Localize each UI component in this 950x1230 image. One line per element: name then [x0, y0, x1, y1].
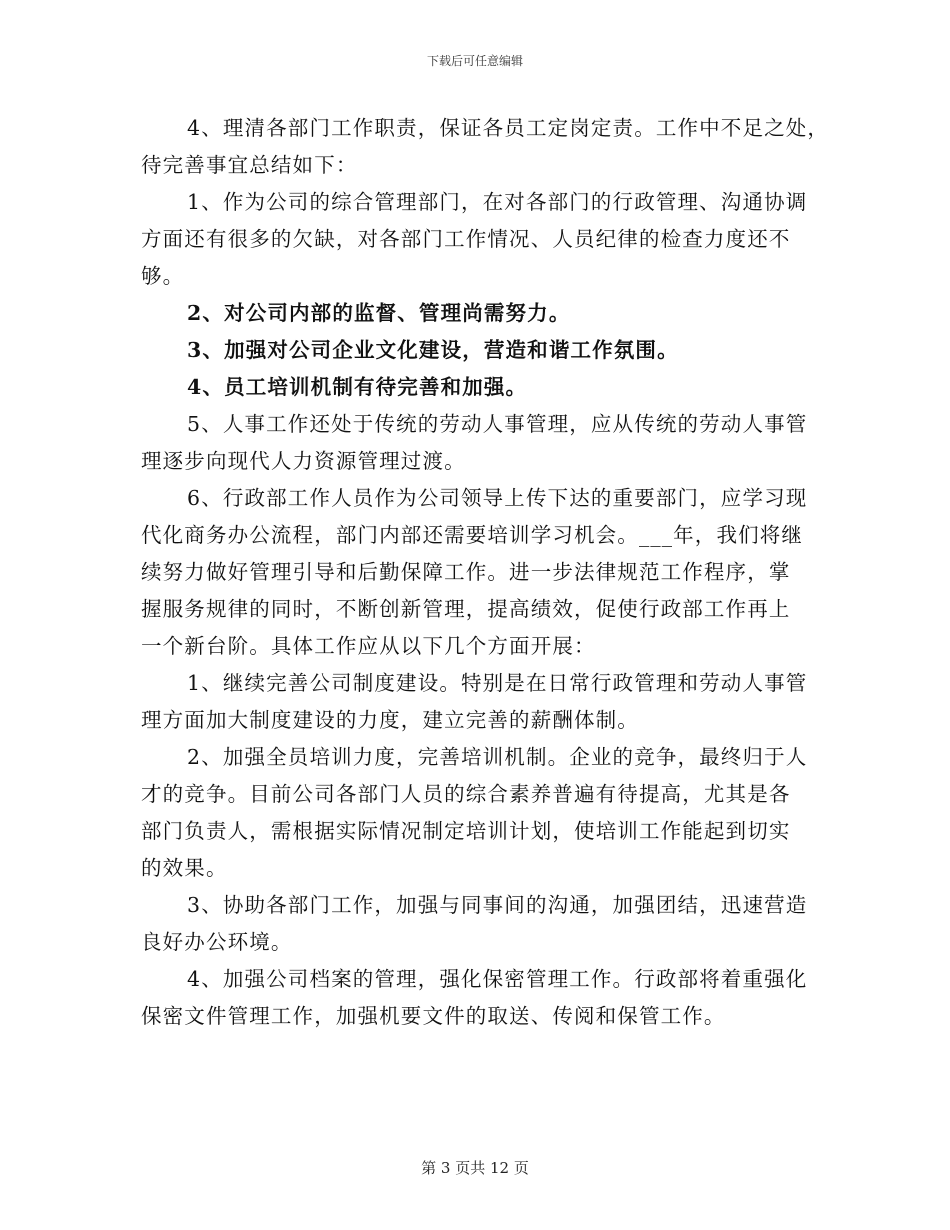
paragraph-line: 5、人事工作还处于传统的劳动人事管理，应从传统的劳动人事管 [187, 412, 808, 436]
bold-point-line: 2、对公司内部的监督、管理尚需努力。 [187, 301, 571, 325]
paragraph-line: 够。 [141, 264, 185, 288]
paragraph-line: 方面还有很多的欠缺，对各部门工作情况、人员纪律的检查力度还不 [141, 227, 791, 251]
paragraph-line: 续努力做好管理引导和后勤保障工作。进一步法律规范工作程序，掌 [141, 560, 791, 584]
paragraph-line: 的效果。 [141, 856, 228, 880]
paragraph-line: 2、加强全员培训力度，完善培训机制。企业的竞争，最终归于人 [187, 745, 808, 769]
paragraph-line: 待完善事宜总结如下： [141, 153, 358, 177]
paragraph-line: 部门负责人，需根据实际情况制定培训计划，使培训工作能起到切实 [141, 819, 791, 843]
paragraph-line: 理逐步向现代人力资源管理过渡。 [141, 449, 466, 473]
paragraph-line: 1、继续完善公司制度建设。特别是在日常行政管理和劳动人事管 [187, 671, 808, 695]
paragraph-line: 理方面加大制度建设的力度，建立完善的薪酬体制。 [141, 708, 639, 732]
paragraph-line: 代化商务办公流程，部门内部还需要培训学习机会。___年，我们将继 [141, 523, 804, 547]
paragraph-line: 才的竞争。目前公司各部门人员的综合素养普遍有待提高，尤其是各 [141, 782, 791, 806]
bold-point-line: 3、加强对公司企业文化建设，营造和谐工作氛围。 [187, 338, 679, 362]
paragraph-line: 4、加强公司档案的管理，强化保密管理工作。行政部将着重强化 [187, 967, 808, 991]
paragraph-line: 4、理清各部门工作职责，保证各员工定岗定责。工作中不足之处， [187, 116, 830, 140]
paragraph-line: 1、作为公司的综合管理部门，在对各部门的行政管理、沟通协调 [187, 190, 808, 214]
paragraph-line: 一个新台阶。具体工作应从以下几个方面开展： [141, 634, 596, 658]
paragraph-line: 握服务规律的同时，不断创新管理，提高绩效，促使行政部工作再上 [141, 597, 791, 621]
paragraph-line: 6、行政部工作人员作为公司领导上传下达的重要部门，应学习现 [187, 486, 808, 510]
paragraph-line: 3、协助各部门工作，加强与同事间的沟通，加强团结，迅速营造 [187, 893, 808, 917]
paragraph-line: 保密文件管理工作，加强机要文件的取送、传阅和保管工作。 [141, 1004, 726, 1028]
bold-point-line: 4、员工培训机制有待完善和加强。 [187, 375, 528, 399]
paragraph-line: 良好办公环境。 [141, 930, 293, 954]
page-header: 下载后可任意编辑 [426, 54, 523, 68]
page-number-footer: 第 3 页共 12 页 [421, 1159, 529, 1177]
